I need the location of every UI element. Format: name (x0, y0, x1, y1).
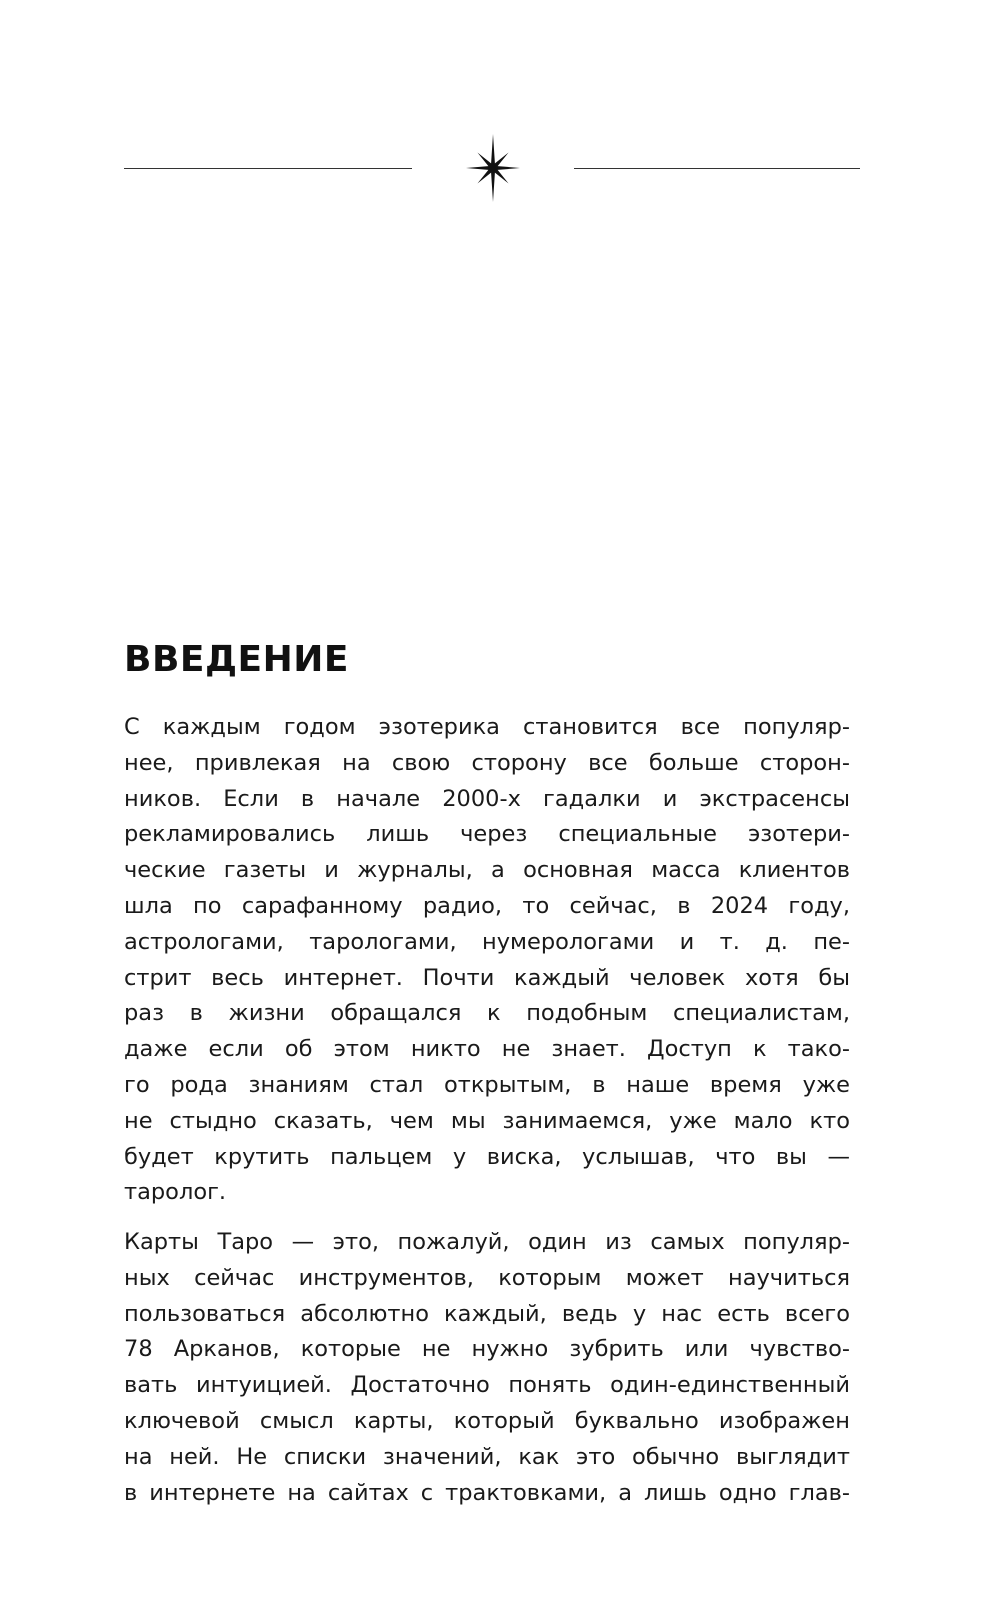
paragraph-line: даже если об этом никто не знает. Доступ к тако- (124, 1036, 850, 1063)
paragraph-line: нее, привлекая на свою сторону все больше сторон- (124, 749, 850, 776)
paragraph-line: ключевой смысл карты, который буквально изображен (124, 1407, 850, 1434)
paragraph-line: рекламировались лишь через специальные эзотери- (124, 821, 850, 848)
paragraph-line: ческие газеты и журналы, а основная масса клиентов (124, 857, 850, 884)
chapter-heading: ВВЕДЕНИЕ (124, 639, 349, 680)
paragraph-line: раз в жизни обращался к подобным специалистам, (124, 1000, 850, 1027)
paragraph-line: стрит весь интернет. Почти каждый человек хотя бы (124, 964, 850, 991)
paragraph-line: 78 Арканов, которые не нужно зубрить или чувство- (124, 1336, 850, 1363)
paragraph-line: не стыдно сказать, чем мы занимаемся, уже мало кто (124, 1107, 850, 1134)
paragraph-line: Карты Таро — это, пожалуй, один из самых популяр- (124, 1229, 850, 1255)
paragraph-line: шла по сарафанному радио, то сейчас, в 2024 году, (124, 892, 850, 919)
paragraph-line: на ней. Не списки значений, как это обычно выглядит (124, 1443, 850, 1470)
star-shape (466, 134, 520, 202)
ornament-divider (0, 128, 1000, 208)
paragraph-2 (124, 1225, 850, 1511)
paragraph-line: С каждым годом эзотерика становится все популяр- (124, 714, 850, 740)
star-icon (458, 128, 528, 208)
paragraph-line: астрологами, тарологами, нумерологами и т. д. пе- (124, 928, 850, 955)
paragraph-1 (124, 710, 850, 1211)
paragraph-line: вать интуицией. Достаточно понять один-единственный (124, 1372, 850, 1399)
paragraph-line: го рода знаниям стал открытым, в наше время уже (124, 1071, 850, 1098)
divider-line-left (124, 168, 412, 169)
paragraph-line: в интернете на сайтах с трактовками, а лишь одно глав- (124, 1479, 850, 1506)
paragraph-line: будет крутить пальцем у виска, услышав, что вы — (124, 1143, 850, 1170)
paragraph-line: ных сейчас инструментов, которым может научиться (124, 1264, 850, 1291)
divider-line-right (574, 168, 860, 169)
paragraph-line: таролог. (124, 1179, 227, 1206)
paragraph-line: ников. Если в начале 2000-х гадалки и экстрасенсы (124, 785, 850, 812)
paragraph-line: пользоваться абсолютно каждый, ведь у нас есть всего (124, 1300, 850, 1327)
